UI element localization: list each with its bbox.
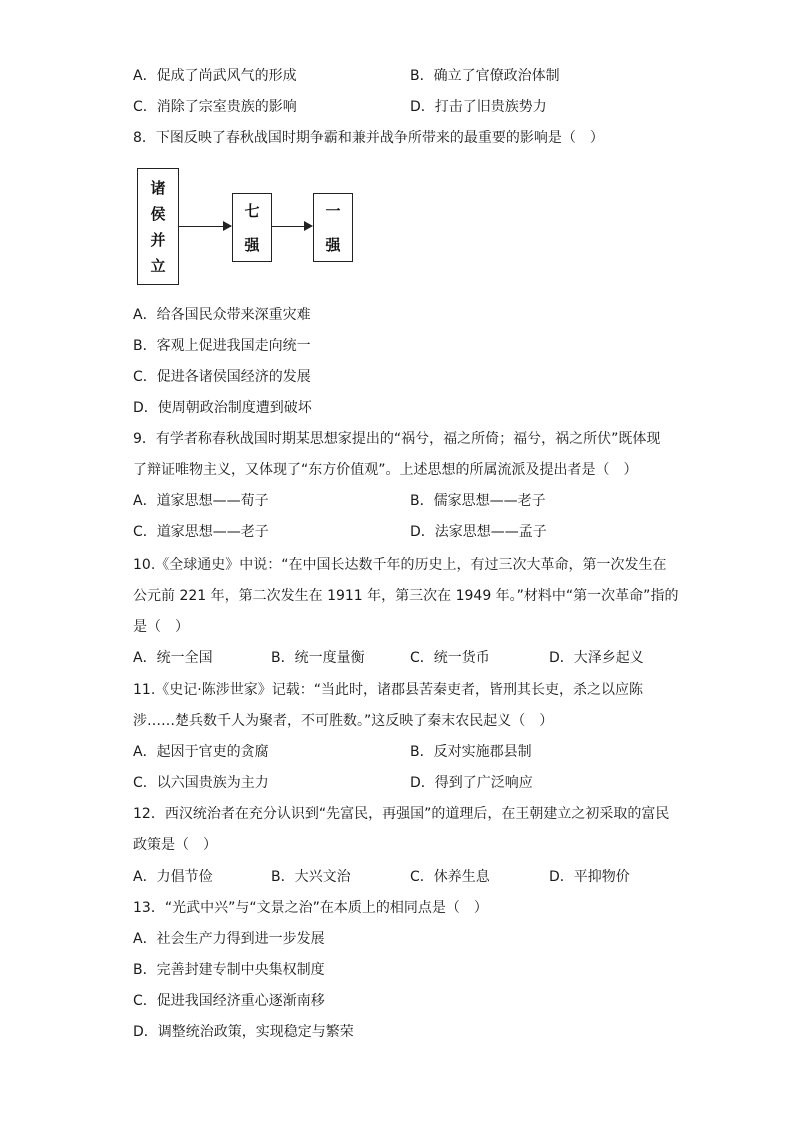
q13-option-c[interactable]: C．促进我国经济重心逐渐南移: [133, 993, 325, 1009]
q10-option-a[interactable]: A．统一全国: [133, 650, 213, 666]
q10-stem-line1: 10.《全球通史》中说：“在中国长达数千年的历史上，有过三次大革命，第一次发生在: [133, 557, 667, 573]
q11-option-c[interactable]: C．以六国贵族为主力: [133, 775, 269, 791]
q13-stem: 13．“光武中兴”与“文景之治”在本质上的相同点是（ ）: [133, 900, 488, 916]
q10-option-b[interactable]: B．统一度量衡: [271, 650, 365, 666]
q7-option-c[interactable]: C．消除了宗室贵族的影响: [133, 99, 297, 115]
diagram-box-yiqiang: [313, 193, 353, 262]
q11-option-a[interactable]: A．起因于官吏的贪腐: [133, 744, 269, 760]
box1-char: 侯: [150, 205, 166, 223]
q8-option-b[interactable]: B．客观上促进我国走向统一: [133, 338, 311, 354]
q8-flow-diagram: [137, 168, 357, 286]
q11-stem-line1: 11.《史记·陈涉世家》记载：“当此时，诸郡县苦秦吏者，皆刑其长吏，杀之以应陈: [133, 682, 643, 698]
q13-option-b[interactable]: B．完善封建专制中央集权制度: [133, 962, 325, 978]
arrow-head-2: [304, 221, 313, 231]
q9-option-a[interactable]: A．道家思想——荀子: [133, 493, 269, 509]
box2-char: 强: [244, 236, 260, 254]
box1-char: 诸: [150, 179, 166, 197]
arrow-head-1: [223, 221, 232, 231]
q12-option-c[interactable]: C．休养生息: [410, 869, 490, 885]
q13-option-d[interactable]: D．调整统治政策，实现稳定与繁荣: [133, 1024, 354, 1040]
q9-option-b[interactable]: B．儒家思想——老子: [410, 493, 546, 509]
q12-stem-line2: 政策是（ ）: [133, 837, 217, 853]
q9-option-d[interactable]: D．法家思想——孟子: [410, 524, 547, 540]
q13-option-a[interactable]: A．社会生产力得到进一步发展: [133, 931, 325, 947]
q7-option-b[interactable]: B．确立了官僚政治体制: [410, 68, 560, 84]
box2-char: 七: [244, 202, 260, 220]
q7-option-a[interactable]: A．促成了尚武风气的形成: [133, 68, 297, 84]
q12-option-d[interactable]: D．平抑物价: [549, 869, 630, 885]
box3-char: 一: [325, 202, 341, 220]
diagram-box-qiqiang: [232, 193, 272, 262]
q11-option-b[interactable]: B．反对实施郡县制: [410, 744, 532, 760]
q9-stem-line1: 9．有学者称春秋战国时期某思想家提出的“祸兮，福之所倚；福兮，祸之所伏”既体现: [133, 431, 661, 447]
q8-stem: 8．下图反映了春秋战国时期争霸和兼并战争所带来的最重要的影响是（ ）: [133, 130, 604, 146]
box1-char: 并: [150, 231, 166, 249]
q7-option-d[interactable]: D．打击了旧贵族势力: [410, 99, 547, 115]
q8-option-d[interactable]: D．使周朝政治制度遭到破坏: [133, 400, 312, 416]
q10-option-d[interactable]: D．大泽乡起义: [549, 650, 644, 666]
q10-option-c[interactable]: C．统一货币: [410, 650, 490, 666]
q12-stem-line1: 12．西汉统治者在充分认识到“先富民，再强国”的道理后，在王朝建立之初采取的富民: [133, 806, 670, 822]
q11-option-d[interactable]: D．得到了广泛响应: [410, 775, 533, 791]
q8-option-c[interactable]: C．促进各诸侯国经济的发展: [133, 369, 311, 385]
q8-option-a[interactable]: A．给各国民众带来深重灾难: [133, 307, 311, 323]
q9-option-c[interactable]: C．道家思想——老子: [133, 524, 269, 540]
q12-option-b[interactable]: B．大兴文治: [271, 869, 351, 885]
q11-stem-line2: 涉……楚兵数千人为聚者，不可胜数。”这反映了秦末农民起义（ ）: [133, 713, 554, 729]
diagram-box-zhuhou: [137, 168, 179, 285]
q9-stem-line2: 了辩证唯物主义，又体现了“东方价值观”。上述思想的所属流派及提出者是（ ）: [133, 462, 638, 478]
box1-char: 立: [150, 257, 166, 275]
q10-stem-line3: 是（ ）: [133, 619, 189, 635]
q12-option-a[interactable]: A．力倡节俭: [133, 869, 213, 885]
q10-stem-line2: 公元前 221 年，第二次发生在 1911 年，第三次在 1949 年。”材料中“第一次革命”指的: [133, 588, 679, 604]
box3-char: 强: [325, 236, 341, 254]
